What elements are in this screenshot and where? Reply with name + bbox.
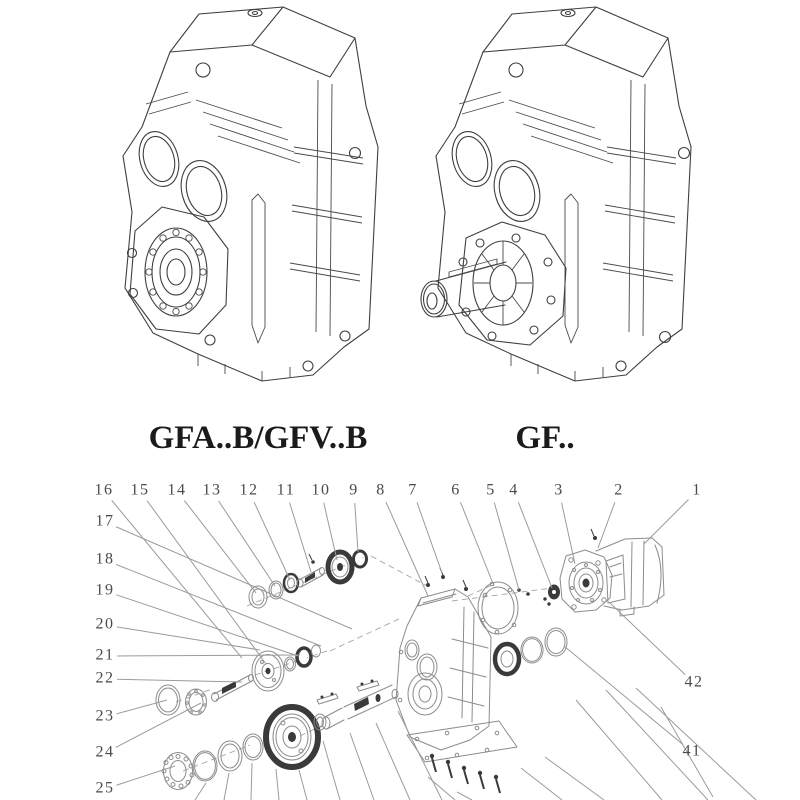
callout-number-12: 12 [239,481,259,499]
callout-number-11: 11 [276,481,296,499]
gearbox-drawing-right [421,7,691,381]
caption-left-model: GFA..B/GFV..B [148,420,368,456]
leader-line-4 [518,502,552,588]
input-shaft-assembly [249,551,367,608]
gearbox-drawing-left [123,7,378,381]
bearing-balls [146,229,206,314]
leader-line-6 [460,502,494,586]
leader-line-23 [117,700,167,714]
callout-number-25: 25 [95,779,115,797]
callout-number-14: 14 [167,481,187,499]
leader-line-10 [324,503,337,560]
callout-number-19: 19 [95,581,115,599]
callout-number-22: 22 [95,669,115,687]
callout-number-20: 20 [95,615,115,633]
leader-line-16 [112,500,242,658]
leader-line-5 [494,503,519,590]
callout-number-42: 42 [684,673,704,691]
callout-number-18: 18 [95,550,115,568]
callout-number-41: 41 [682,742,702,760]
leader-line-13 [219,501,275,586]
leader-line-12 [254,502,290,580]
callout-labels [95,482,704,797]
leader-line-7 [417,502,442,573]
callout-number-21: 21 [95,646,115,664]
leader-line-9 [355,503,358,552]
callout-number-15: 15 [130,481,150,499]
leader-line-11 [290,502,311,572]
bottom-cover-gasket [407,721,517,793]
leader-line-19 [116,595,298,656]
output-shaft-assembly [162,680,398,790]
leader-line-14 [184,500,256,593]
callout-number-2: 2 [614,481,624,499]
part-output-bearing [495,644,519,674]
callout-number-13: 13 [202,481,222,499]
callout-number-1: 1 [692,481,702,499]
leader-line-42 [610,603,685,675]
callout-number-10: 10 [311,481,331,499]
part-gasket-ring [478,582,518,634]
callout-number-9: 9 [349,481,359,499]
leader-line-1 [644,499,689,544]
callout-number-8: 8 [376,481,386,499]
part-seal-ring-41 [545,628,567,656]
leader-line-2 [598,502,615,548]
callout-number-5: 5 [486,481,496,499]
callout-number-16: 16 [94,481,114,499]
leader-line-41 [564,646,683,744]
callout-number-23: 23 [95,707,115,725]
callout-number-24: 24 [95,743,115,761]
leader-line-20 [117,627,260,650]
leader-line-17 [116,527,352,629]
callout-number-6: 6 [451,481,461,499]
callout-number-17: 17 [95,512,115,530]
callout-number-3: 3 [554,481,564,499]
caption-right-model: GF.. [515,420,575,456]
callout-number-4: 4 [509,481,519,499]
exploded-parts-diagram [95,482,757,800]
cropped-leader-lines [195,688,756,800]
leader-line-22 [117,679,242,682]
part-snap-ring [521,637,543,663]
callout-number-7: 7 [408,481,418,499]
